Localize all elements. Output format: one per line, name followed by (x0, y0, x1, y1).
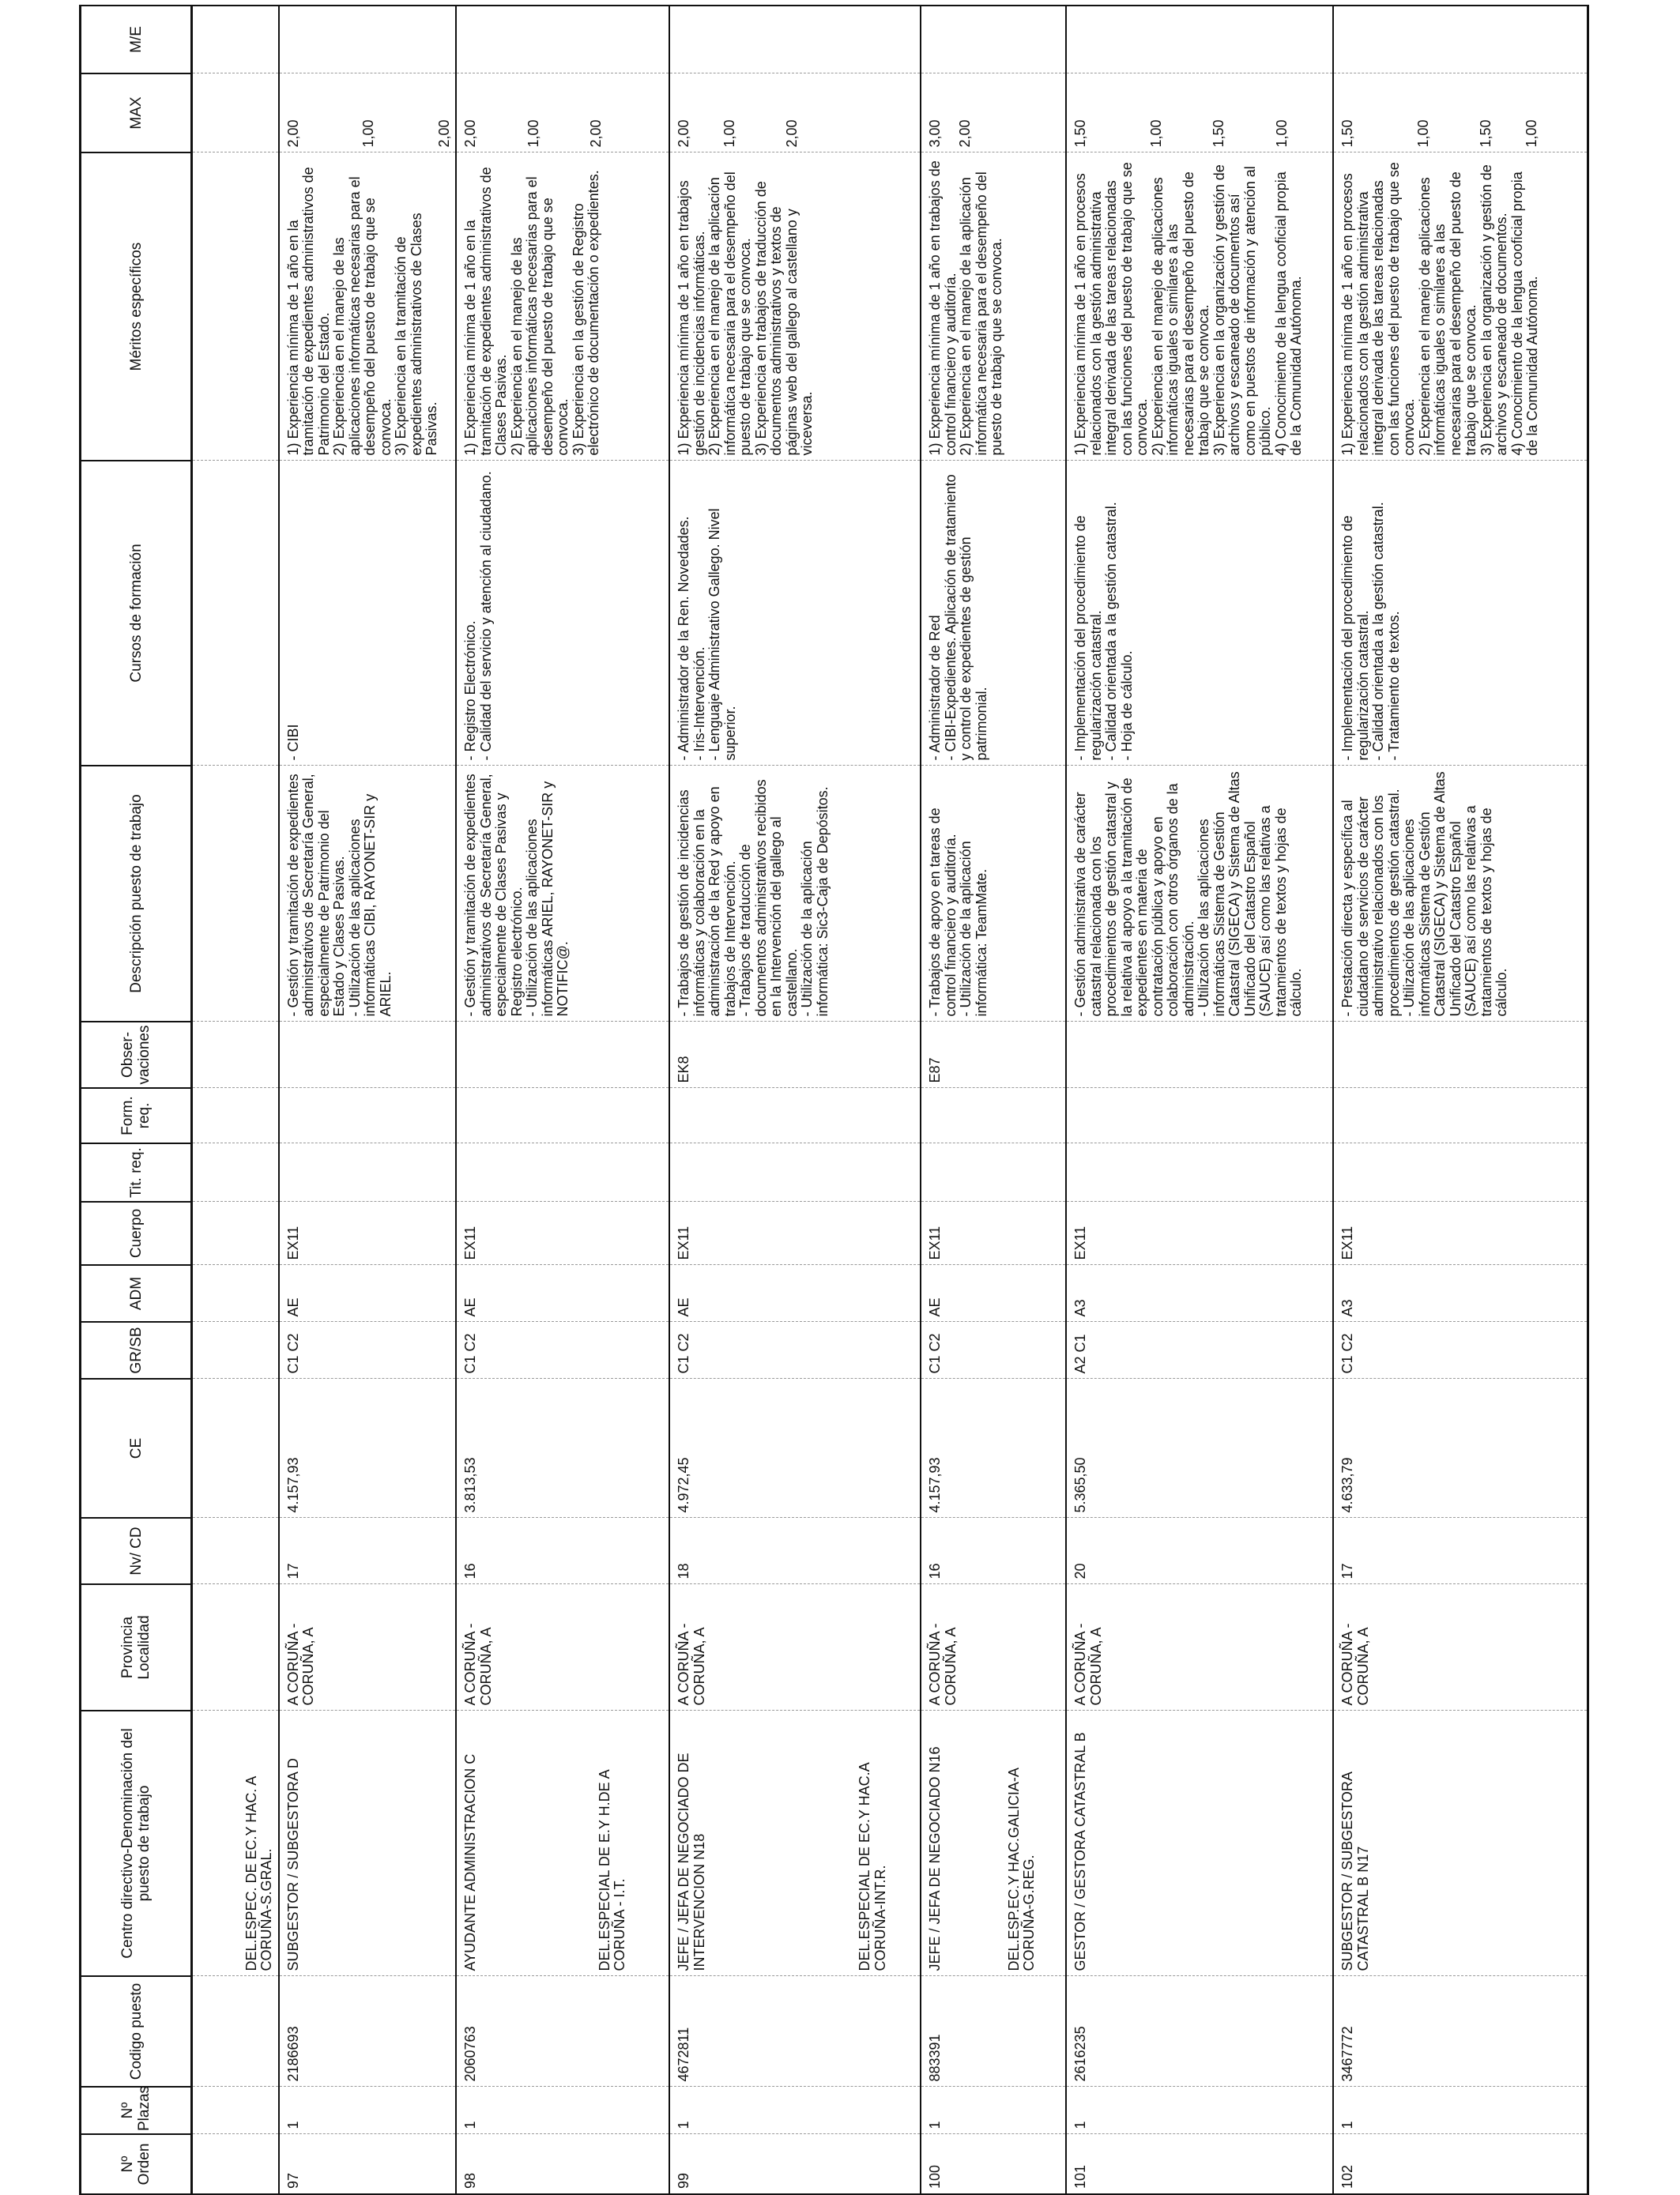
cell-tit (1066, 1143, 1333, 1202)
cell-form (1066, 1088, 1333, 1143)
cell-form (456, 1088, 669, 1143)
cell-nivel: 17 (279, 1518, 457, 1584)
cell-form (669, 1088, 921, 1143)
cell-form (1333, 1088, 1588, 1143)
header-grsb: GR/SB (81, 1322, 192, 1379)
header-form: Form. req. (81, 1088, 192, 1143)
cell-cursos: - Implementación del procedimiento de regularización catastral. - Calidad orientada a la gestión catastral. - Hoja de cálculo. (1066, 461, 1333, 766)
cell-form (921, 1088, 1066, 1143)
merito-item: 3) Experiencia en la organización y gestión de archivos y escaneado de documentos así como en puestos de información y atención al público. (1211, 164, 1273, 456)
header-descripcion: Descripción puesto de trabajo (81, 766, 192, 1022)
cell-form (279, 1088, 457, 1143)
cell-adm: AE (456, 1265, 669, 1322)
group-label: DEL.ESPEC. DE EC.Y HAC. A CORUÑA-S.GRAL. (192, 1711, 279, 1976)
max-value: 2,00 (435, 119, 452, 148)
table-row (456, 6, 669, 2194)
cell-descripcion: - Trabajos de gestión de incidencias informáticas y colaboración en la administración de la Red y apoyo en trabajos de Intervención. - Trabajos de traducción de documentos administrativos recibidos en la Intervención del gallego al castellano. - Utilización de la aplicación informática: Sic3-Caja de Depósitos. (669, 766, 921, 1022)
merito-item: 1) Experiencia mínima de 1 año en procesos relacionados con la gestión administrativa integral derivada de las tareas relacionadas con las funciones del puesto de trabajo que se convoca. (1072, 162, 1150, 456)
cell-meritos (279, 152, 457, 461)
max-value: 1,00 (360, 119, 376, 148)
cell-me (1066, 6, 1333, 73)
merito-item: 1) Experiencia mínima de 1 año en trabajos de control financiero y auditoría. (927, 160, 959, 456)
max-value: 1,00 (1273, 119, 1290, 148)
cell-descripcion: - Trabajos de apoyo en tareas de control financiero y auditoría. - Utilización de la aplicación informática: TeamMate. (921, 766, 1066, 1022)
cell-descripcion: - Gestión administrativa de carácter catastral relacionada con los procedimientos de gestión catastral y la relativa al apoyo a la tramitación de expedientes en materia de contratación pública y apoyo en colaboración con otros órganos de la administración. - Utilización de las aplicaciones informáticas Sistema de Gestión Catastral (SIGECA) y Sistema de Altas Unificado del Catastro Español (SAUCE) así como las relativas a tratamientos de textos y hojas de cálculo. (1066, 766, 1333, 1022)
group-label: DEL.ESPECIAL DE EC.Y HAC.A CORUÑA-INT.R. (857, 1763, 888, 1971)
group-row (192, 6, 279, 2194)
cell-denominacion (921, 1711, 1066, 1976)
job-positions-table (79, 5, 1589, 2195)
cell-adm: A3 (1333, 1265, 1588, 1322)
cell-ce: 5.365,50 (1066, 1379, 1333, 1518)
cell-codigo: 2186693 (279, 1976, 457, 2087)
denominacion-text: JEFE / JEFA DE NEGOCIADO N16 (927, 1746, 943, 1971)
merito-item: 2) Experiencia en el manejo de aplicaciones informáticas iguales o similares a las necesarias para el desempeño del puesto de trabajo que se convoca. (1416, 171, 1478, 456)
cell-obs: EK8 (669, 1022, 921, 1088)
cell-tit (1333, 1143, 1588, 1202)
cell-meritos (669, 152, 921, 461)
max-value: 2,00 (462, 119, 478, 148)
cell-tit (669, 1143, 921, 1202)
max-value: 1,50 (1072, 119, 1088, 148)
max-value: 3,00 (927, 119, 943, 148)
cell-me (279, 6, 457, 73)
cell-adm: AE (669, 1265, 921, 1322)
cell-max (1066, 73, 1333, 152)
cell-orden: 98 (456, 2134, 669, 2194)
table-row (1066, 6, 1333, 2194)
denominacion-text: AYUDANTE ADMINISTRACION C (462, 1753, 478, 1971)
cell-orden: 97 (279, 2134, 457, 2194)
cell-obs (1333, 1022, 1588, 1088)
header-provincia: Provincia Localidad (81, 1584, 192, 1711)
header-me: M/E (81, 6, 192, 73)
cell-provincia: A CORUÑA - CORUÑA, A (279, 1584, 457, 1711)
cell-me (456, 6, 669, 73)
cell-grsb: C1 C2 (1333, 1322, 1588, 1379)
cell-codigo: 3467772 (1333, 1976, 1588, 2087)
merito-item: 2) Experiencia en el manejo de aplicaciones informáticas iguales o similares a las necesarias para el desempeño del puesto de trabajo que se convoca. (1149, 171, 1211, 456)
cell-meritos (456, 152, 669, 461)
cell-adm: AE (921, 1265, 1066, 1322)
cell-me (1333, 6, 1588, 73)
cell-nivel: 16 (921, 1518, 1066, 1584)
max-value: 1,00 (1414, 119, 1431, 148)
cell-ce: 4.633,79 (1333, 1379, 1588, 1518)
cell-cuerpo: EX11 (921, 1202, 1066, 1265)
max-value: 1,00 (1147, 119, 1164, 148)
max-value: 1,50 (1339, 119, 1355, 148)
cell-orden: 102 (1333, 2134, 1588, 2194)
table-row (669, 6, 921, 2194)
merito-item: 2) Experiencia en el manejo de la aplicación informática necesaria para el desempeño del puesto de trabajo que se convoca. (706, 171, 753, 456)
max-value: 1,50 (1211, 119, 1226, 148)
cell-ce: 3.813,53 (456, 1379, 669, 1518)
cell-denominacion: GESTOR / GESTORA CATASTRAL B (1066, 1711, 1333, 1976)
cell-grsb: C1 C2 (456, 1322, 669, 1379)
header-meritos: Méritos específicos (81, 152, 192, 461)
cell-descripcion: - Prestación directa y específica al ciudadano de servicios de carácter administrativo relacionados con los procedimientos de gestión catastral. - Utilización de las aplicaciones informáticas Sistema de Gestión Catastral (SIGECA) y Sistema de Altas Unificado del Catastro Español (SAUCE) así como las relativas a tratamientos de textos y hojas de cálculo. (1333, 766, 1588, 1022)
cell-meritos (1066, 152, 1333, 461)
cell-grsb: C1 C2 (279, 1322, 457, 1379)
cell-plazas: 1 (279, 2087, 457, 2134)
header-orden: Nº Orden (81, 2134, 192, 2194)
cell-meritos (921, 152, 1066, 461)
merito-item: 1) Experiencia mínima de 1 año en la tramitación de expedientes administrativos de Patrimonio del Estado. (284, 167, 332, 456)
cell-plazas: 1 (921, 2087, 1066, 2134)
cell-cuerpo: EX11 (279, 1202, 457, 1265)
cell-nivel: 18 (669, 1518, 921, 1584)
cell-max (921, 73, 1066, 152)
cell-ce: 4.157,93 (921, 1379, 1066, 1518)
merito-item: 3) Experiencia en la tramitación de expedientes administrativos de Clases Pasivas. (393, 213, 439, 456)
header-plazas: Nº Plazas (81, 2087, 192, 2134)
table-header-row (81, 6, 192, 2194)
table-row (1333, 6, 1588, 2194)
cell-cursos: - Administrador de Red - CIBI-Expedientes. Aplicación de tratamiento y control de expedientes de gestión patrimonial. (921, 461, 1066, 766)
cell-orden: 99 (669, 2134, 921, 2194)
merito-item: 4) Conocimiento de la lengua cooficial propia de la Comunidad Autónoma. (1509, 171, 1540, 456)
merito-item: 3) Experiencia en trabajos de traducción de documentos administrativos y textos de páginas web del gallego al castellano y viceversa. (752, 181, 815, 456)
merito-item: 3) Experiencia en la gestión de Registro electrónico de documentación o expedientes. (570, 170, 601, 456)
merito-item: 1) Experiencia mínima de 1 año en procesos relacionados con la gestión administrativa integral derivada de las tareas relacionadas con las funciones del puesto de trabajo que se convoca. (1339, 162, 1417, 456)
header-centro: Centro directivo-Denominación del puesto de trabajo (81, 1711, 192, 1976)
cell-codigo: 4672811 (669, 1976, 921, 2087)
cell-denominacion: SUBGESTOR / SUBGESTORA CATASTRAL B N17 (1333, 1711, 1588, 1976)
header-max: MAX (81, 73, 192, 152)
cell-nivel: 17 (1333, 1518, 1588, 1584)
cell-ce: 4.972,45 (669, 1379, 921, 1518)
cell-meritos (1333, 152, 1588, 461)
cell-grsb: C1 C2 (669, 1322, 921, 1379)
cell-plazas: 1 (669, 2087, 921, 2134)
cell-tit (456, 1143, 669, 1202)
cell-tit (921, 1143, 1066, 1202)
cell-cuerpo: EX11 (1333, 1202, 1588, 1265)
header-ce: CE (81, 1379, 192, 1518)
max-value: 2,00 (676, 119, 691, 148)
cell-provincia: A CORUÑA - CORUÑA, A (669, 1584, 921, 1711)
max-value: 2,00 (784, 119, 800, 148)
cell-descripcion: - Gestión y tramitación de expedientes administrativos de Secretaría General, especialmente de Patrimonio del Estado y Clases Pasivas. - Utilización de las aplicaciones informáticas CIBI, RAYONET-SIR y ARIEL. (279, 766, 457, 1022)
cell-cuerpo: EX11 (456, 1202, 669, 1265)
header-nivel: Nv/ CD (81, 1518, 192, 1584)
cell-max (456, 73, 669, 152)
header-adm: ADM (81, 1265, 192, 1322)
merito-item: 1) Experiencia mínima de 1 año en trabajos gestión de incidencias informáticas. (676, 180, 707, 456)
cell-orden: 100 (921, 2134, 1066, 2194)
header-cursos: Cursos de formación (81, 461, 192, 766)
cell-cursos: - Registro Electrónico. - Calidad del servicio y atención al ciudadano. (456, 461, 669, 766)
cell-nivel: 20 (1066, 1518, 1333, 1584)
cell-codigo: 2060763 (456, 1976, 669, 2087)
cell-adm: AE (279, 1265, 457, 1322)
max-value: 1,00 (525, 119, 541, 148)
max-value: 2,00 (284, 119, 301, 148)
merito-item: 2) Experiencia en el manejo de las aplicaciones informáticas necesarias para el desempeño del puesto de trabajo que se convoca. (508, 176, 571, 456)
table-row (921, 6, 1066, 2194)
cell-me (921, 6, 1066, 73)
max-value: 2,00 (588, 119, 604, 148)
cell-max (279, 73, 457, 152)
cell-plazas: 1 (1066, 2087, 1333, 2134)
cell-codigo: 883391 (921, 1976, 1066, 2087)
cell-provincia: A CORUÑA - CORUÑA, A (456, 1584, 669, 1711)
cell-obs: E87 (921, 1022, 1066, 1088)
cell-descripcion: - Gestión y tramitación de expedientes administrativos de Secretaría General, especialmente de Clases Pasivas y Registro electrónico. - Utilización de las aplicaciones informáticas ARIEL, RAYONET-SIR y NOTIFIC@. (456, 766, 669, 1022)
header-codigo: Codigo puesto (81, 1976, 192, 2087)
merito-item: 2) Experiencia en el manejo de la aplicación informática necesaria para el desempeño del puesto de trabajo que se convoca. (958, 171, 1004, 456)
cell-provincia: A CORUÑA - CORUÑA, A (921, 1584, 1066, 1711)
cell-plazas: 1 (1333, 2087, 1588, 2134)
cell-cursos: - Administrador de la Ren. Novedades. - Iris-Intervención. - Lenguaje Administrativo Gallego. Nivel superior. (669, 461, 921, 766)
cell-cursos: - Implementación del procedimiento de regularización catastral. - Calidad orientada a la gestión catastral. - Tratamiento de textos. (1333, 461, 1588, 766)
cell-grsb: A2 C1 (1066, 1322, 1333, 1379)
cell-grsb: C1 C2 (921, 1322, 1066, 1379)
cell-me (669, 6, 921, 73)
cell-provincia: A CORUÑA - CORUÑA, A (1066, 1584, 1333, 1711)
denominacion-text: JEFE / JEFA DE NEGOCIADO DE INTERVENCION N18 (676, 1753, 707, 1971)
cell-cuerpo: EX11 (1066, 1202, 1333, 1265)
merito-item: 3) Experiencia en la organización y gestión de archivos y escaneado de documentos. (1478, 164, 1509, 456)
header-cuerpo: Cuerpo (81, 1202, 192, 1265)
cell-nivel: 16 (456, 1518, 669, 1584)
cell-codigo: 2616235 (1066, 1976, 1333, 2087)
cell-adm: A3 (1066, 1265, 1333, 1322)
max-value: 1,50 (1478, 119, 1494, 148)
table-row (279, 6, 457, 2194)
merito-item: 1) Experiencia mínima de 1 año en la tramitación de expedientes administrativos de Clases Pasivas. (462, 167, 509, 456)
cell-max (669, 73, 921, 152)
cell-provincia: A CORUÑA - CORUÑA, A (1333, 1584, 1588, 1711)
cell-plazas: 1 (456, 2087, 669, 2134)
cell-denominacion (456, 1711, 669, 1976)
max-value: 2,00 (956, 119, 973, 148)
cell-denominacion: SUBGESTOR / SUBGESTORA D (279, 1711, 457, 1976)
max-value: 1,00 (721, 119, 737, 148)
cell-tit (279, 1143, 457, 1202)
rotated-table-container (79, 6, 1569, 2195)
cell-obs (456, 1022, 669, 1088)
cell-orden: 101 (1066, 2134, 1333, 2194)
group-label: DEL.ESP.EC.Y HAC.GALICIA-A CORUÑA-G.REG. (1005, 1768, 1037, 1971)
header-tit: Tit. req. (81, 1143, 192, 1202)
merito-item: 2) Experiencia en el manejo de las aplicaciones informáticas necesarias para el desempeño del puesto de trabajo que se convoca. (331, 176, 394, 456)
cell-cuerpo: EX11 (669, 1202, 921, 1265)
cell-ce: 4.157,93 (279, 1379, 457, 1518)
cell-obs (1066, 1022, 1333, 1088)
header-obs: Obser-vaciones (81, 1022, 192, 1088)
merito-item: 4) Conocimiento de la lengua cooficial propia de la Comunidad Autónoma. (1272, 171, 1304, 456)
group-label: DEL.ESPECIAL DE E.Y H.DE A CORUÑA - I.T. (596, 1770, 627, 1971)
cell-cursos: - CIBI (279, 461, 457, 766)
cell-obs (279, 1022, 457, 1088)
cell-denominacion (669, 1711, 921, 1976)
max-value: 1,00 (1523, 119, 1539, 148)
cell-max (1333, 73, 1588, 152)
